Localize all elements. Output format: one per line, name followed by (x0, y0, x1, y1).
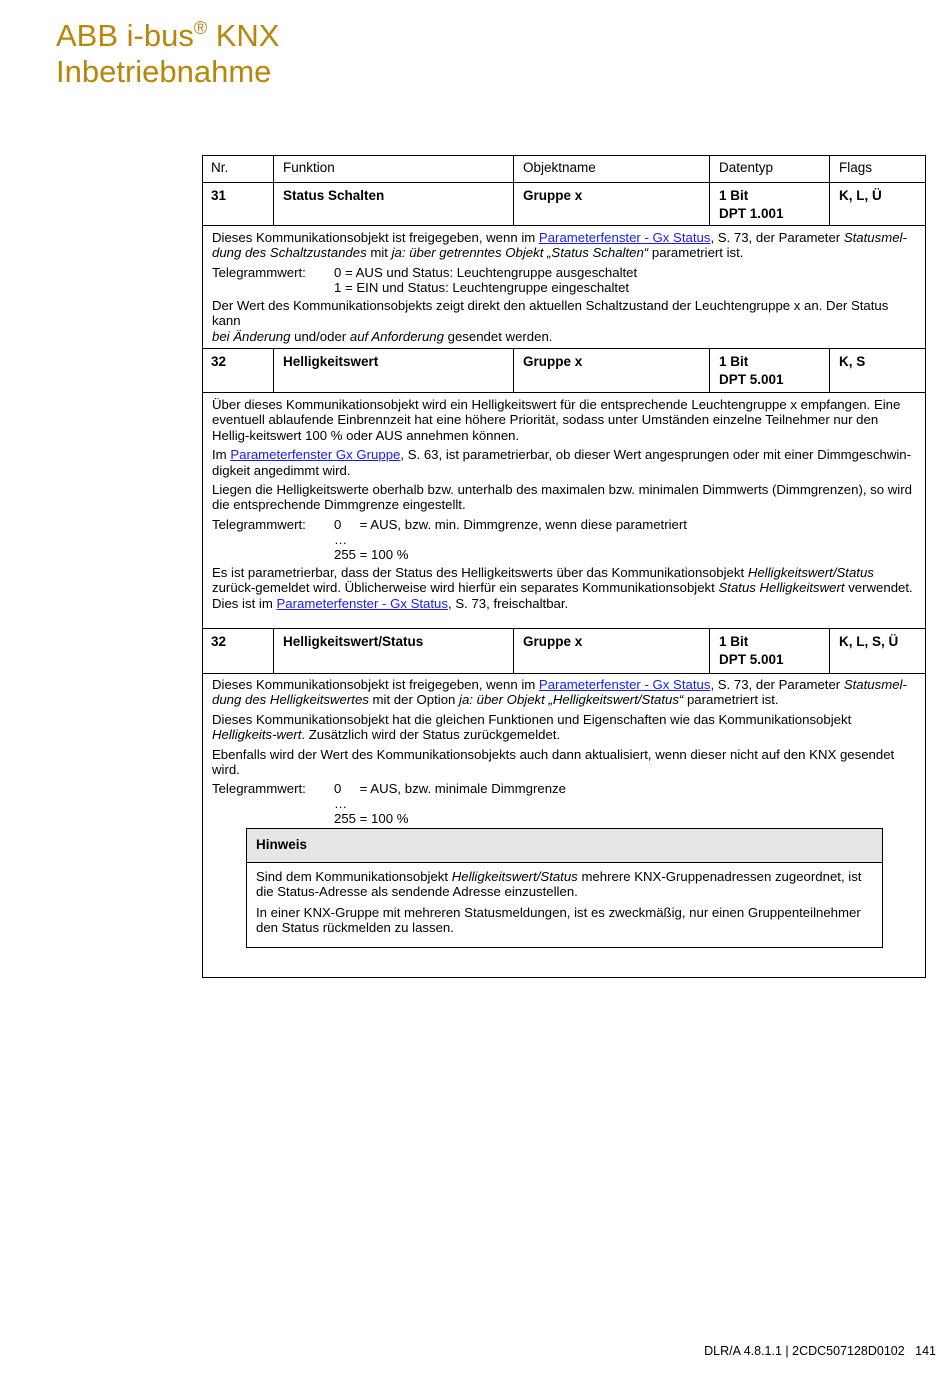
object-row (202, 348, 926, 393)
object-description (212, 230, 917, 348)
object-datentyp: 1 Bit DPT 5.001 (709, 629, 829, 673)
paragraph: Liegen die Helligkeitswerte oberhalb bzw. unterhalb des maximalen bzw. minimalen Dimmwerts (Dimmgrenzen), so wird die entsprechende Dimmgrenze eingestellt. (212, 482, 912, 513)
object-objektname: Gruppe x (513, 629, 709, 673)
brand-title: ABB i-bus® KNX (56, 18, 280, 53)
document-header (56, 10, 279, 90)
parameter-link[interactable]: Parameterfenster - Gx Status (538, 230, 711, 245)
col-datentyp: Datentyp (709, 155, 829, 182)
col-flags: Flags (829, 155, 926, 182)
paragraph: In einer KNX-Gruppe mit mehreren Statusmeldungen, ist es zweckmäßig, nur einen Gruppenteilnehmer den Status rückmelden zu lassen. (256, 904, 861, 936)
page-number: 141 (915, 1344, 936, 1358)
object-nr: 32 (211, 634, 227, 649)
object-datentyp: 1 Bit DPT 5.001 (709, 349, 829, 392)
object-funktion: Helligkeitswert (273, 349, 513, 392)
object-objektname: Gruppe x (513, 349, 709, 392)
telegram-values: Telegrammwert: 0 = AUS, bzw. minimale Dimmgrenze … 255 = 100 % (212, 781, 566, 827)
hint-body (247, 863, 882, 947)
paragraph: Dieses Kommunikationsobjekt ist freigegeben, wenn im Parameterfenster - Gx Status, S. 73, der Parameter Statusmel- dung des Schaltzustandes mit ja: über getrenntes Objekt „Status Schalten“ parametriert ist. (212, 230, 907, 261)
paragraph: Ebenfalls wird der Wert des Kommunikationsobjekts auch dann aktualisiert, wenn dieser nicht auf den KNX gesendet wird. (212, 746, 895, 778)
object-flags: K, L, S, Ü (829, 629, 926, 673)
parameter-link[interactable]: Parameterfenster - Gx Status (538, 677, 711, 692)
object-funktion: Status Schalten (273, 183, 513, 225)
table-header-row (202, 155, 926, 183)
paragraph: Es ist parametrierbar, dass der Status des Helligkeitswerts über das Kommunikationsobjekt Helligkeitswert/Status zurück-gemeldet wird. Üblicherweise wird hierfür ein separates Kommunikationsobjekt Status Helligkeitswert verwendet. Dies ist im Parameterfenster - Gx Status, S. 73, freischaltbar. (212, 564, 913, 611)
doc-id: DLR/A 4.8.1.1 | 2CDC507128D0102 (704, 1344, 905, 1358)
paragraph: Dieses Kommunikationsobjekt hat die gleichen Funktionen und Eigenschaften wie das Kommunikationsobjekt Helligkeits-wert. Zusätzlich wird der Status zurückgemeldet. (212, 711, 852, 743)
object-funktion: Helligkeitswert/Status (273, 629, 513, 673)
col-funktion: Funktion (273, 155, 513, 182)
hint-title: Hinweis (247, 829, 882, 863)
parameter-link[interactable]: Parameterfenster - Gx Status (276, 595, 448, 611)
section-title: Inbetriebnahme (56, 54, 272, 89)
object-nr: 32 (211, 354, 227, 369)
object-row (202, 182, 926, 226)
col-objektname: Objektname (513, 155, 709, 182)
paragraph: Sind dem Kommunikationsobjekt Helligkeitswert/Status mehrere KNX-Gruppenadressen zugeordnet, ist die Status-Adresse als sendende Adresse einzustellen. (256, 869, 862, 900)
object-flags: K, S (829, 349, 926, 392)
object-objektname: Gruppe x (513, 183, 709, 225)
parameter-link[interactable]: Parameterfenster Gx Gruppe (230, 447, 401, 463)
object-datentyp: 1 Bit DPT 1.001 (709, 183, 829, 225)
telegram-values: Telegrammwert: 0 = AUS und Status: Leuchtengruppe ausgeschaltet 1 = EIN und Status: Leuchtengruppe eingeschaltet (212, 264, 638, 295)
object-row (202, 628, 926, 674)
paragraph: Über dieses Kommunikationsobjekt wird ein Helligkeitswert für die entsprechende Leuchtengruppe x empfangen. Eine eventuell ablaufende Einbrennzeit hat eine höhere Priorität, sodass unter Umständen einzelne Teilnehmer nur den Hellig-keitswert 100 % oder AUS annehmen können. (212, 397, 901, 443)
hint-box (246, 828, 883, 948)
telegram-values: Telegrammwert: 0 = AUS, bzw. min. Dimmgrenze, wenn diese parametriert … 255 = 100 % (212, 516, 687, 562)
object-description (212, 397, 917, 615)
object-description (212, 677, 917, 829)
page-footer (704, 1344, 936, 1358)
object-flags: K, L, Ü (829, 183, 926, 225)
paragraph: Der Wert des Kommunikationsobjekts zeigt direkt den aktuellen Schaltzustand der Leuchtengruppe x an. Der Status kann bei Änderung und/oder auf Anforderung gesendet werden. (212, 297, 889, 344)
paragraph: Dieses Kommunikationsobjekt ist freigegeben, wenn im Parameterfenster - Gx Status, S. 73, der Parameter Statusmel-dung des Helligkeitswertes mit der Option ja: über Objekt „Helligkeitswert/Status“ parametriert ist. (212, 677, 907, 708)
object-nr: 31 (211, 188, 227, 203)
paragraph: Im Parameterfenster Gx Gruppe, S. 63, ist parametrierbar, ob dieser Wert angesprungen oder mit einer Dimmgeschwin-digkeit angedimmt wird. (212, 447, 912, 478)
col-nr: Nr. (211, 160, 229, 175)
